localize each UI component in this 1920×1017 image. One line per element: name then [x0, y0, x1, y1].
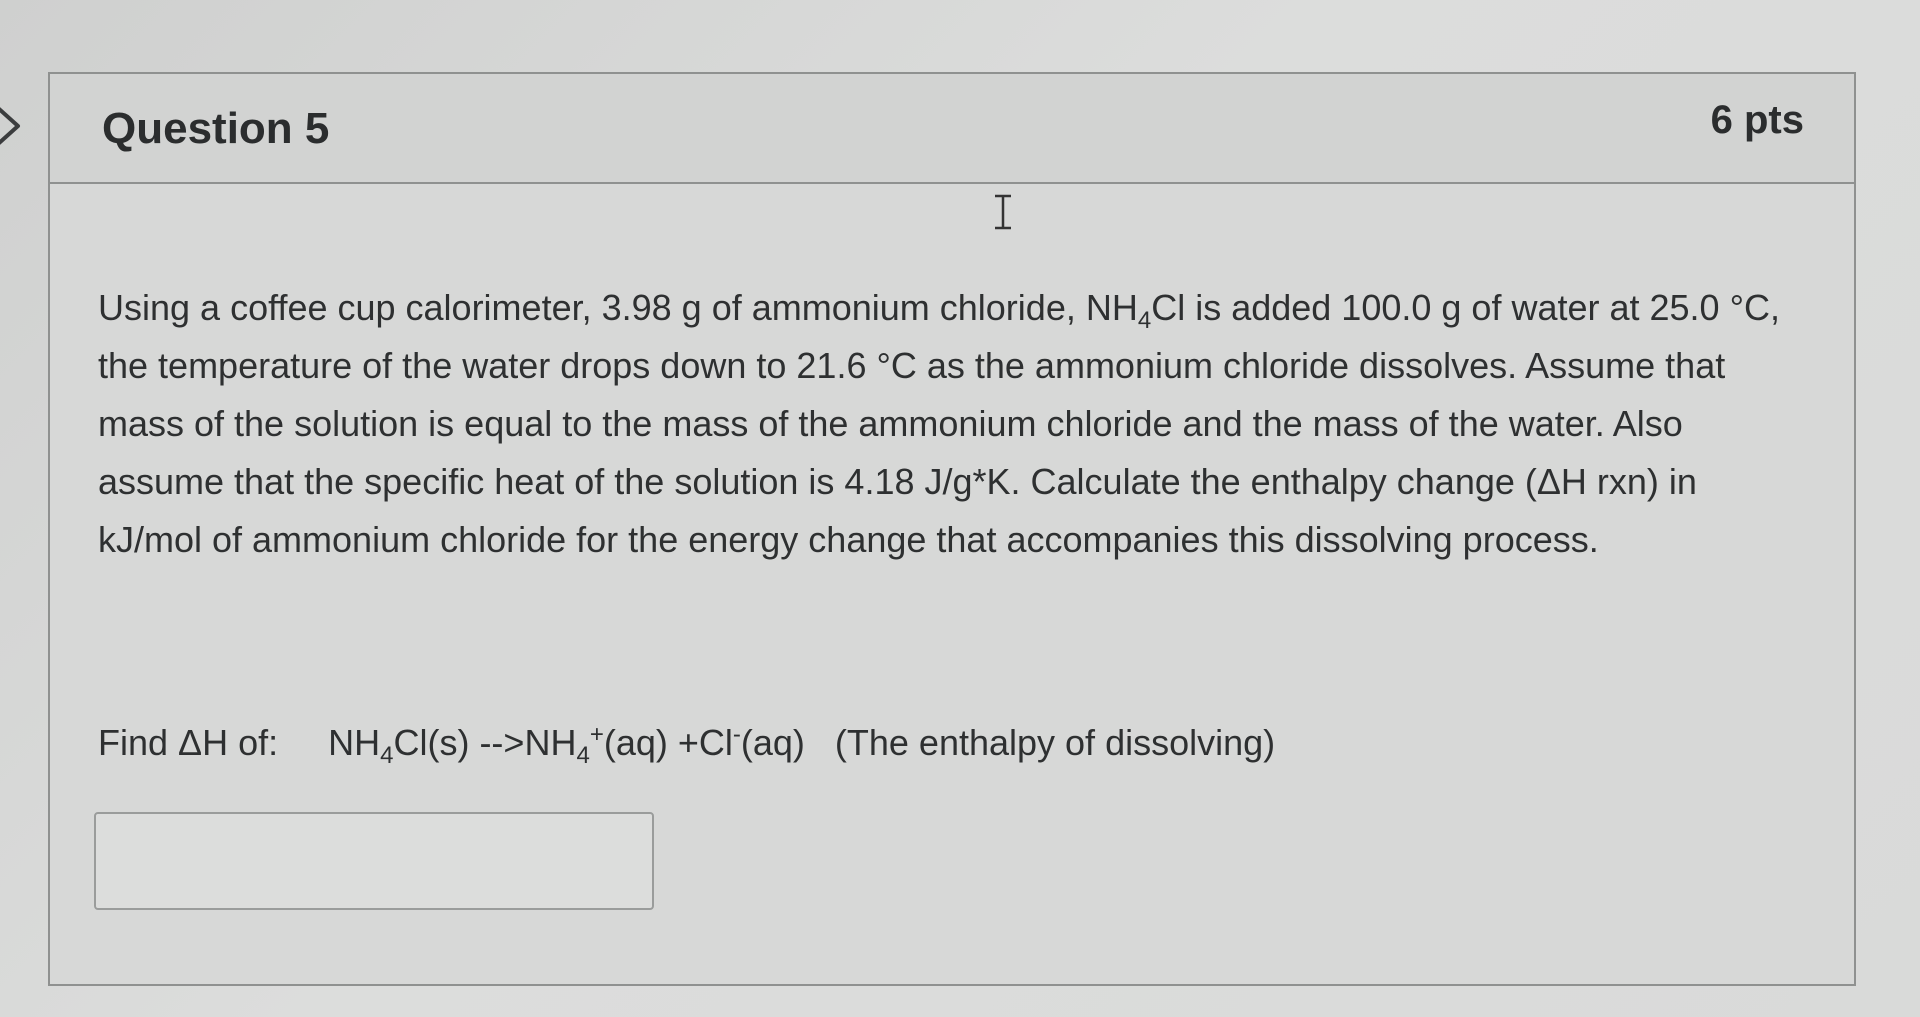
equation-part: (aq) +Cl [603, 722, 733, 763]
question-points: 6 pts [1710, 98, 1804, 142]
superscript: - [732, 721, 741, 748]
find-equation [98, 714, 1275, 772]
question-title: Question 5 [102, 104, 330, 153]
question-card [48, 72, 1856, 986]
answer-input[interactable] [94, 812, 654, 910]
subscript: 4 [1137, 307, 1152, 335]
text-cursor-icon [992, 194, 1014, 230]
question-text-part: Cl is added 100.0 g of water at 25.0 °C, the temperature of the water drops down to 21.6 °C as the ammonium chloride dissolves. Assume that mass of the solution is equal to the mass of the ammonium chloride and the mass of the water. Also assume that the specific heat of the solution is 4.18 J/g*K. Calculate the enthalpy change (ΔH rxn) in kJ/mol of ammonium chloride for the energy change that accompanies this dissolving process. [98, 287, 1780, 560]
question-text [98, 279, 1788, 569]
equation-part: NH [328, 722, 381, 763]
subscript: 4 [380, 742, 394, 770]
question-header [50, 74, 1854, 184]
chevron-right-icon[interactable] [0, 104, 24, 148]
subscript: 4 [576, 742, 590, 770]
equation-note: (The enthalpy of dissolving) [834, 722, 1276, 763]
superscript: + [589, 721, 604, 748]
find-label: Find ΔH of: [98, 722, 279, 763]
equation-part: Cl(s) -->NH [393, 722, 577, 763]
equation-part: (aq) [740, 722, 805, 763]
question-text-part: Using a coffee cup calorimeter, 3.98 g of ammonium chloride, NH [98, 287, 1138, 328]
